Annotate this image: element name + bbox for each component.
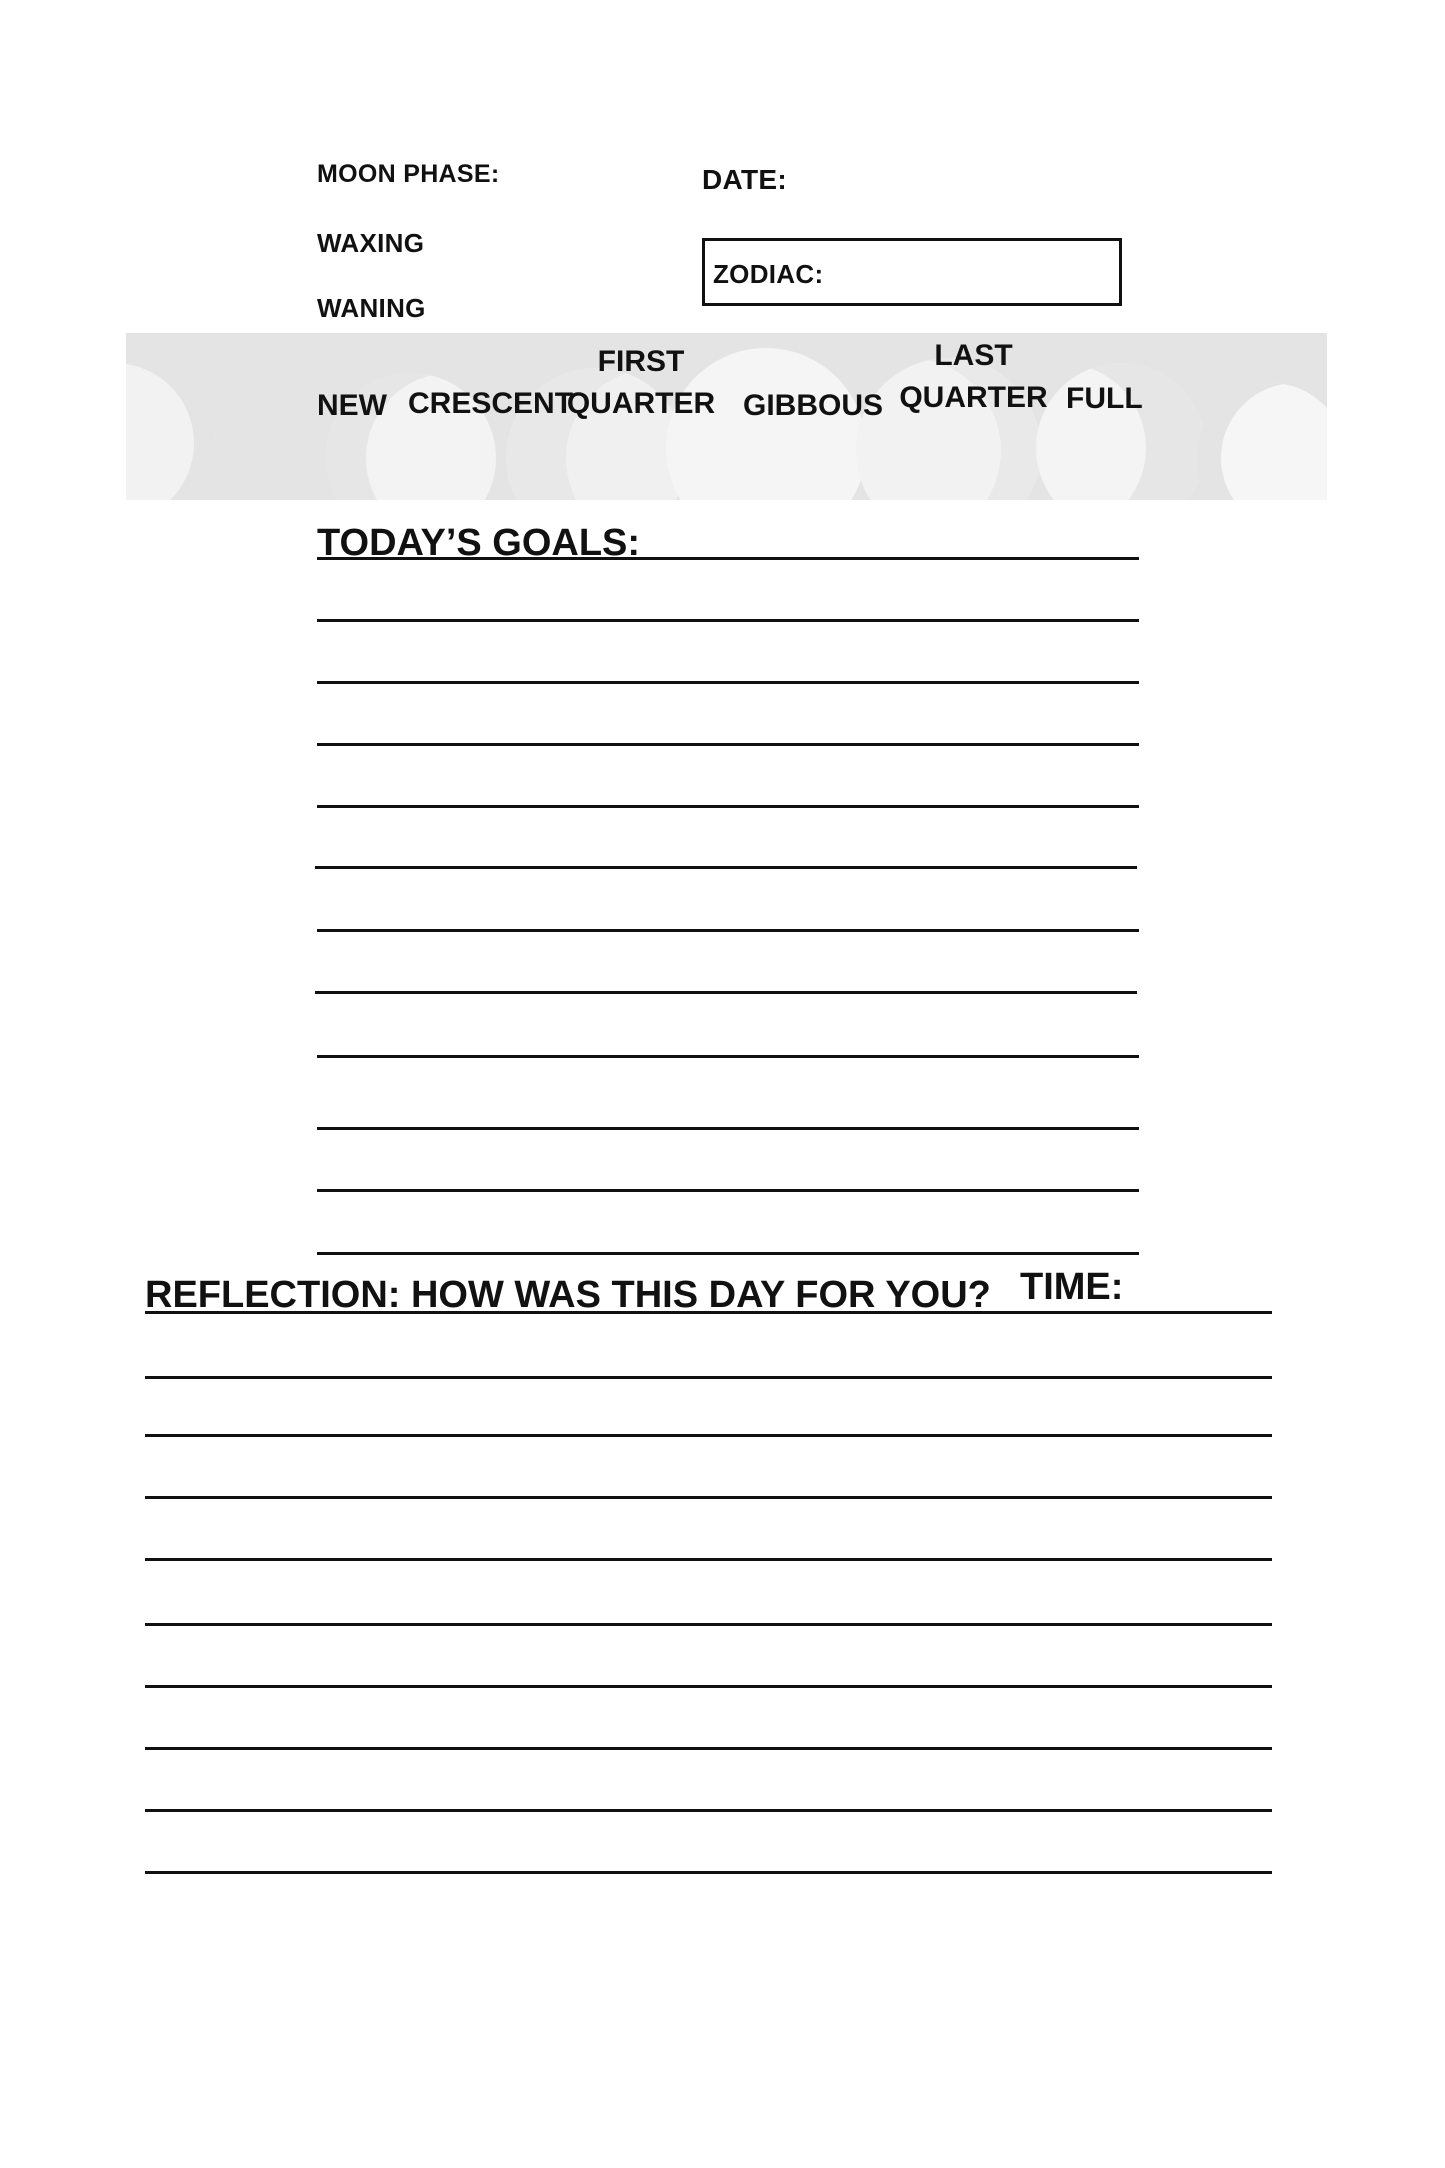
time-label: TIME: <box>1020 1266 1124 1308</box>
goal-line[interactable] <box>317 619 1139 622</box>
reflection-underline <box>145 1311 1272 1314</box>
phase-first-quarter-line1: FIRST <box>597 345 685 378</box>
phase-last-quarter-line1: LAST <box>934 339 1013 372</box>
goal-line[interactable] <box>317 805 1139 808</box>
waning-label: WANING <box>317 293 426 323</box>
goal-line[interactable] <box>317 1127 1139 1130</box>
goals-underline <box>317 557 1139 560</box>
reflection-line[interactable] <box>145 1434 1272 1437</box>
phase-last-quarter <box>896 335 1051 419</box>
goal-line[interactable] <box>317 929 1139 932</box>
phase-first-quarter-line2: QUARTER <box>566 387 716 420</box>
zodiac-label: ZODIAC: <box>713 259 824 289</box>
goal-line[interactable] <box>315 866 1137 869</box>
moon-phase-banner <box>126 333 1327 500</box>
waxing-label: WAXING <box>317 228 425 258</box>
crescent-moon-icon <box>1196 383 1327 500</box>
new-moon-icon <box>126 363 216 500</box>
zodiac-field[interactable] <box>702 238 1122 306</box>
phase-full: FULL <box>1066 382 1143 415</box>
goal-line[interactable] <box>317 1189 1139 1192</box>
reflection-line[interactable] <box>145 1871 1272 1874</box>
reflection-line[interactable] <box>145 1685 1272 1688</box>
reflection-line[interactable] <box>145 1496 1272 1499</box>
reflection-line[interactable] <box>145 1558 1272 1561</box>
goal-line[interactable] <box>315 991 1137 994</box>
goal-line[interactable] <box>317 681 1139 684</box>
phase-new: NEW <box>317 389 387 422</box>
goal-line[interactable] <box>317 1252 1139 1255</box>
reflection-line[interactable] <box>145 1376 1272 1379</box>
reflection-line[interactable] <box>145 1747 1272 1750</box>
phase-first-quarter <box>566 341 716 425</box>
reflection-line[interactable] <box>145 1623 1272 1626</box>
reflection-title: REFLECTION: HOW WAS THIS DAY FOR YOU? <box>145 1274 991 1316</box>
phase-gibbous: GIBBOUS <box>743 389 884 422</box>
moon-phase-label: MOON PHASE: <box>317 160 500 188</box>
phase-crescent: CRESCENT <box>408 387 574 420</box>
date-label: DATE: <box>702 164 787 195</box>
reflection-line[interactable] <box>145 1809 1272 1812</box>
goal-line[interactable] <box>317 743 1139 746</box>
phase-last-quarter-line2: QUARTER <box>899 381 1048 414</box>
goals-title: TODAY’S GOALS: <box>317 522 641 564</box>
goal-line[interactable] <box>317 1055 1139 1058</box>
